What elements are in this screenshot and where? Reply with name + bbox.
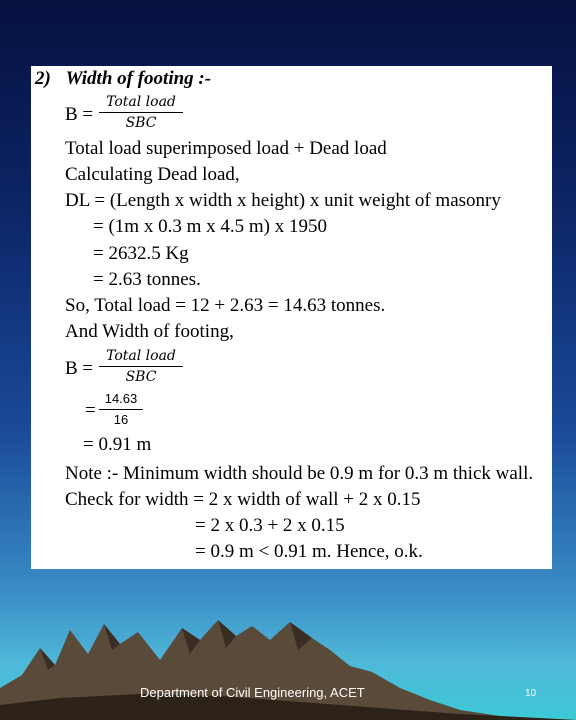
check-width-step-2: = 0.9 m < 0.91 m. Hence, o.k. [195,541,423,562]
footer-department: Department of Civil Engineering, ACET [140,685,365,700]
section-number: 2) [35,68,51,89]
content-card [31,66,552,569]
total-load-definition: Total load superimposed load + Dead load [65,138,387,159]
check-width-step-1: = 2 x 0.3 + 2 x 0.15 [195,515,345,536]
section-title: Width of footing :- [65,68,212,89]
width-result: = 0.91 m [83,434,152,455]
total-load-line: So, Total load = 12 + 2.63 = 14.63 tonnes. [65,295,386,316]
dead-load-formula: DL = (Length x width x height) x unit weight of masonry [65,190,501,211]
formula-b-fraction-2 [99,348,183,385]
check-width-line: Check for width = 2 x width of wall + 2 x 0.15 [65,489,421,510]
formula-b-lhs: B = [65,104,94,125]
formula-b-lhs-2: B = [65,358,94,379]
dead-load-step-2: = 2632.5 Kg [93,243,189,264]
fraction-numerator: Total load [106,94,176,110]
value-numerator: 14.63 [104,391,138,406]
slide-page-number: 10 [525,688,537,699]
fraction-denominator: SBC [125,115,157,131]
value-denominator: 16 [113,412,129,427]
fraction-bar-2 [99,366,183,367]
fraction-numerator-2: Total load [106,348,176,364]
value-fraction-bar [99,409,143,410]
calc-dead-load-label: Calculating Dead load, [65,164,240,185]
note-line: Note :- Minimum width should be 0.9 m for 0.3 m thick wall. [65,463,534,484]
fraction-denominator-2: SBC [125,369,157,385]
dead-load-step-1: = (1m x 0.3 m x 4.5 m) x 1950 [93,216,327,237]
width-of-footing-label: And Width of footing, [65,321,234,342]
formula-b-fraction [99,94,183,131]
mountain-range-graphic [0,610,576,720]
section-heading [35,68,211,90]
fraction-bar [99,112,183,113]
formula-value-fraction [99,391,143,428]
dead-load-step-3: = 2.63 tonnes. [93,269,201,290]
formula-value-lhs: = [85,400,96,421]
